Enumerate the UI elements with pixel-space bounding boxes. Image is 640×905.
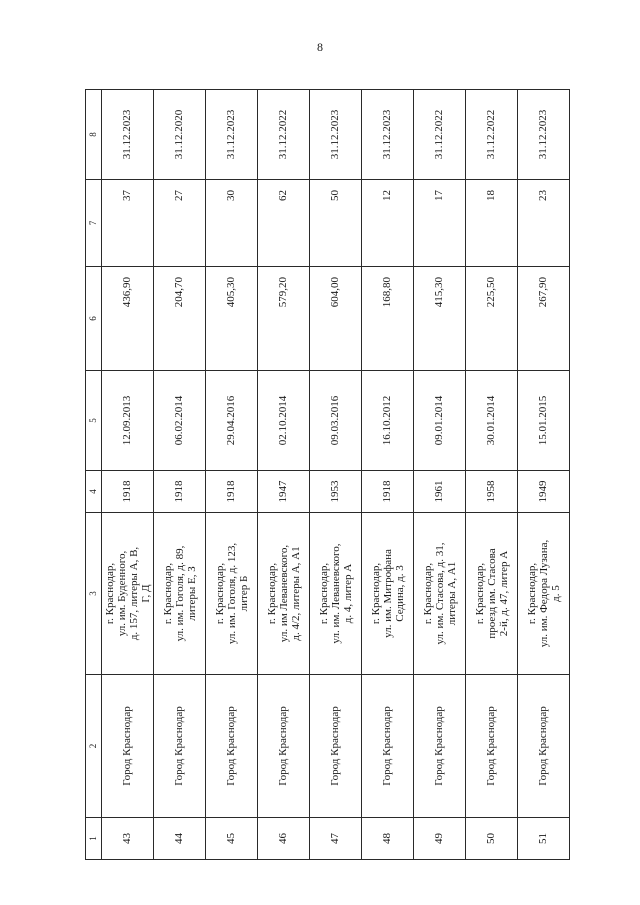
column-number: 4 xyxy=(86,471,102,513)
address-line: г. Краснодар, xyxy=(473,562,486,625)
residents-count-cell: 12 xyxy=(362,180,414,267)
address-cell xyxy=(206,513,258,675)
municipality-cell: Город Краснодар xyxy=(102,675,154,818)
address-line: литеры Е, З xyxy=(185,566,198,621)
recognition-date-cell: 12.09.2013 xyxy=(102,371,154,471)
row-number-cell: 49 xyxy=(414,818,466,860)
address-cell xyxy=(154,513,206,675)
address-line: г. Краснодар, xyxy=(161,562,174,625)
address-line: г. Краснодар, xyxy=(213,562,226,625)
area-cell: 415,30 xyxy=(414,267,466,371)
address-line: д. 157, литеры А, В, xyxy=(127,546,140,641)
address-cell xyxy=(102,513,154,675)
year-built-cell: 1918 xyxy=(206,471,258,513)
column-number: 7 xyxy=(86,180,102,267)
address-line: г. Краснодар, xyxy=(265,562,278,625)
address-cell xyxy=(466,513,518,675)
residents-count-cell: 30 xyxy=(206,180,258,267)
address-cell xyxy=(518,513,570,675)
area-cell: 604,00 xyxy=(310,267,362,371)
resettlement-deadline-cell: 31.12.2023 xyxy=(362,90,414,180)
area-cell: 579,20 xyxy=(258,267,310,371)
year-built-cell: 1949 xyxy=(518,471,570,513)
recognition-date-cell: 09.01.2014 xyxy=(414,371,466,471)
address-line: д. 4, литер А xyxy=(341,563,354,624)
housing-table-container xyxy=(85,90,568,860)
address-line: ул. им. Стасова, д. 31, xyxy=(433,542,446,645)
residents-count-cell: 18 xyxy=(466,180,518,267)
resettlement-deadline-cell: 31.12.2023 xyxy=(310,90,362,180)
recognition-date-cell: 06.02.2014 xyxy=(154,371,206,471)
year-built-cell: 1958 xyxy=(466,471,518,513)
area-cell: 225,50 xyxy=(466,267,518,371)
address-line: г. Краснодар, xyxy=(525,562,538,625)
row-number-cell: 46 xyxy=(258,818,310,860)
address-line: д. 5 xyxy=(549,585,562,602)
table-row xyxy=(362,90,414,860)
column-number: 2 xyxy=(86,675,102,818)
address-line: ул. им. Гоголя, д. 89, xyxy=(173,545,186,642)
address-line: литеры А, А1 xyxy=(445,561,458,626)
residents-count-cell: 37 xyxy=(102,180,154,267)
municipality-cell: Город Краснодар xyxy=(362,675,414,818)
row-number-cell: 43 xyxy=(102,818,154,860)
row-number-cell: 50 xyxy=(466,818,518,860)
row-number-cell: 47 xyxy=(310,818,362,860)
year-built-cell: 1953 xyxy=(310,471,362,513)
address-line: литер Б xyxy=(237,575,250,612)
address-cell xyxy=(362,513,414,675)
address-line: г. Краснодар, xyxy=(317,562,330,625)
page-number: 8 xyxy=(317,40,323,54)
address-cell xyxy=(310,513,362,675)
table-row xyxy=(414,90,466,860)
recognition-date-cell: 29.04.2016 xyxy=(206,371,258,471)
housing-table xyxy=(85,89,570,860)
table-row xyxy=(102,90,154,860)
municipality-cell: Город Краснодар xyxy=(154,675,206,818)
residents-count-cell: 62 xyxy=(258,180,310,267)
resettlement-deadline-cell: 31.12.2023 xyxy=(206,90,258,180)
year-built-cell: 1918 xyxy=(102,471,154,513)
residents-count-cell: 23 xyxy=(518,180,570,267)
year-built-cell: 1918 xyxy=(362,471,414,513)
table-row xyxy=(466,90,518,860)
address-line: г. Краснодар, xyxy=(421,562,434,625)
address-line: ул. им. Федора Лузана, xyxy=(537,539,550,648)
year-built-cell: 1961 xyxy=(414,471,466,513)
recognition-date-cell: 02.10.2014 xyxy=(258,371,310,471)
municipality-cell: Город Краснодар xyxy=(310,675,362,818)
address-line: г. Краснодар, xyxy=(103,562,116,625)
resettlement-deadline-cell: 31.12.2023 xyxy=(102,90,154,180)
address-line: ул. им. Буденного, xyxy=(115,550,128,637)
table-row xyxy=(518,90,570,860)
address-line: ул. им. Гоголя, д. 123, xyxy=(225,542,238,645)
recognition-date-cell: 16.10.2012 xyxy=(362,371,414,471)
municipality-cell: Город Краснодар xyxy=(258,675,310,818)
area-cell: 168,80 xyxy=(362,267,414,371)
resettlement-deadline-cell: 31.12.2020 xyxy=(154,90,206,180)
area-cell: 267,90 xyxy=(518,267,570,371)
row-number-cell: 48 xyxy=(362,818,414,860)
address-line: проезд им. Стасова xyxy=(485,548,498,639)
table-body xyxy=(102,90,570,860)
row-number-cell: 44 xyxy=(154,818,206,860)
column-number: 3 xyxy=(86,513,102,675)
address-line: 2-й, д. 47, литер А xyxy=(497,550,510,637)
address-line: г. Краснодар, xyxy=(369,562,382,625)
table-row xyxy=(206,90,258,860)
row-number-cell: 45 xyxy=(206,818,258,860)
address-line: д. 4/2, литеры А, А1 xyxy=(289,546,302,641)
recognition-date-cell: 15.01.2015 xyxy=(518,371,570,471)
address-line: ул. им. Митрофана xyxy=(381,549,394,638)
year-built-cell: 1918 xyxy=(154,471,206,513)
resettlement-deadline-cell: 31.12.2023 xyxy=(518,90,570,180)
row-number-cell: 51 xyxy=(518,818,570,860)
address-line: ул. им. Леваневского, xyxy=(329,543,342,644)
column-number: 1 xyxy=(86,818,102,860)
address-cell xyxy=(414,513,466,675)
address-line: Г, Д xyxy=(139,584,152,603)
address-line: ул. им Леваневского, xyxy=(277,544,290,643)
municipality-cell: Город Краснодар xyxy=(518,675,570,818)
year-built-cell: 1947 xyxy=(258,471,310,513)
table-row xyxy=(154,90,206,860)
residents-count-cell: 50 xyxy=(310,180,362,267)
resettlement-deadline-cell: 31.12.2022 xyxy=(414,90,466,180)
resettlement-deadline-cell: 31.12.2022 xyxy=(466,90,518,180)
table-row xyxy=(258,90,310,860)
area-cell: 405,30 xyxy=(206,267,258,371)
municipality-cell: Город Краснодар xyxy=(466,675,518,818)
area-cell: 436,90 xyxy=(102,267,154,371)
area-cell: 204,70 xyxy=(154,267,206,371)
municipality-cell: Город Краснодар xyxy=(414,675,466,818)
recognition-date-cell: 09.03.2016 xyxy=(310,371,362,471)
address-cell xyxy=(258,513,310,675)
recognition-date-cell: 30.01.2014 xyxy=(466,371,518,471)
column-number-row xyxy=(86,90,102,860)
table-row xyxy=(310,90,362,860)
residents-count-cell: 27 xyxy=(154,180,206,267)
resettlement-deadline-cell: 31.12.2022 xyxy=(258,90,310,180)
municipality-cell: Город Краснодар xyxy=(206,675,258,818)
column-number: 5 xyxy=(86,371,102,471)
column-number: 8 xyxy=(86,90,102,180)
address-line: Седина, д. 3 xyxy=(393,565,406,622)
residents-count-cell: 17 xyxy=(414,180,466,267)
column-number: 6 xyxy=(86,267,102,371)
